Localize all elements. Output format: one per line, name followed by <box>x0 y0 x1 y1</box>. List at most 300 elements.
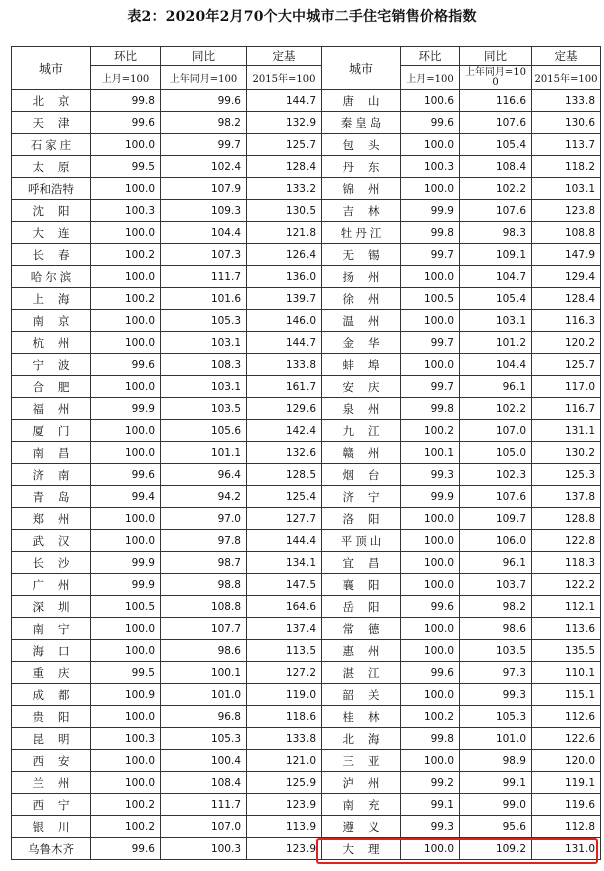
mom-value: 99.7 <box>401 376 460 398</box>
table-body <box>12 90 601 860</box>
table-row <box>12 288 601 310</box>
yoy-value: 106.0 <box>460 530 532 552</box>
city-cell: 福州 <box>12 398 91 420</box>
mom-value: 99.2 <box>401 772 460 794</box>
city-cell: 平顶山 <box>322 530 401 552</box>
city-cell: 昆明 <box>12 728 91 750</box>
yoy-value: 100.1 <box>161 662 247 684</box>
city-cell: 泸州 <box>322 772 401 794</box>
mom-value: 99.1 <box>401 794 460 816</box>
yoy-value: 100.3 <box>161 838 247 860</box>
base-value: 131.0 <box>532 838 601 860</box>
yoy-header-right: 同比 <box>460 47 532 66</box>
base-value: 130.5 <box>247 200 322 222</box>
mom-value: 100.6 <box>401 90 460 112</box>
mom-value: 100.0 <box>401 750 460 772</box>
mom-value: 100.0 <box>91 332 161 354</box>
base-header-right: 定基 <box>532 47 601 66</box>
yoy-value: 105.3 <box>161 728 247 750</box>
base-value: 122.6 <box>532 728 601 750</box>
base-value: 147.9 <box>532 244 601 266</box>
city-cell: 唐山 <box>322 90 401 112</box>
city-cell: 南昌 <box>12 442 91 464</box>
price-index-table <box>11 46 601 860</box>
mom-value: 100.2 <box>401 420 460 442</box>
yoy-value: 97.3 <box>460 662 532 684</box>
city-cell: 济南 <box>12 464 91 486</box>
table-row <box>12 508 601 530</box>
yoy-value: 109.7 <box>460 508 532 530</box>
mom-value: 100.0 <box>401 178 460 200</box>
yoy-value: 102.4 <box>161 156 247 178</box>
table-row <box>12 794 601 816</box>
mom-value: 99.5 <box>91 156 161 178</box>
base-value: 113.6 <box>532 618 601 640</box>
yoy-sub-left: 上年同月=100 <box>161 66 247 90</box>
table-row <box>12 156 601 178</box>
base-value: 118.6 <box>247 706 322 728</box>
yoy-value: 98.2 <box>460 596 532 618</box>
yoy-value: 96.8 <box>161 706 247 728</box>
base-value: 142.4 <box>247 420 322 442</box>
yoy-value: 108.3 <box>161 354 247 376</box>
base-value: 119.1 <box>532 772 601 794</box>
city-cell: 南宁 <box>12 618 91 640</box>
mom-value: 100.0 <box>401 266 460 288</box>
yoy-value: 107.9 <box>161 178 247 200</box>
city-cell: 合肥 <box>12 376 91 398</box>
yoy-value: 103.5 <box>161 398 247 420</box>
mom-value: 99.3 <box>401 816 460 838</box>
base-value: 133.8 <box>247 728 322 750</box>
yoy-value: 104.7 <box>460 266 532 288</box>
table-row <box>12 134 601 156</box>
table-row <box>12 112 601 134</box>
mom-value: 99.4 <box>91 486 161 508</box>
base-value: 144.7 <box>247 90 322 112</box>
city-cell: 呼和浩特 <box>12 178 91 200</box>
table-row <box>12 376 601 398</box>
city-cell: 武汉 <box>12 530 91 552</box>
base-value: 123.9 <box>247 838 322 860</box>
city-cell: 兰州 <box>12 772 91 794</box>
mom-value: 99.6 <box>401 112 460 134</box>
header-row-sub <box>12 66 601 90</box>
table-row <box>12 640 601 662</box>
yoy-value: 98.6 <box>161 640 247 662</box>
table-row <box>12 662 601 684</box>
base-value: 118.2 <box>532 156 601 178</box>
city-header-left: 城市 <box>12 47 91 90</box>
base-value: 125.7 <box>532 354 601 376</box>
base-value: 120.2 <box>532 332 601 354</box>
mom-value: 99.9 <box>91 398 161 420</box>
yoy-value: 95.6 <box>460 816 532 838</box>
base-value: 113.7 <box>532 134 601 156</box>
city-cell: 宁波 <box>12 354 91 376</box>
yoy-value: 98.3 <box>460 222 532 244</box>
mom-sub-left: 上月=100 <box>91 66 161 90</box>
yoy-value: 107.6 <box>460 486 532 508</box>
base-value: 136.0 <box>247 266 322 288</box>
table-title: 表2：2020年2月70个大中城市二手住宅销售价格指数 <box>127 9 477 25</box>
base-value: 127.2 <box>247 662 322 684</box>
yoy-value: 101.0 <box>460 728 532 750</box>
yoy-value: 98.9 <box>460 750 532 772</box>
yoy-value: 99.3 <box>460 684 532 706</box>
yoy-value: 99.1 <box>460 772 532 794</box>
city-cell: 西宁 <box>12 794 91 816</box>
table-row <box>12 464 601 486</box>
city-cell: 韶关 <box>322 684 401 706</box>
yoy-value: 96.1 <box>460 376 532 398</box>
base-value: 133.8 <box>247 354 322 376</box>
yoy-sub-right: 上年同月=10 0 <box>460 66 532 90</box>
base-value: 113.5 <box>247 640 322 662</box>
base-value: 123.9 <box>247 794 322 816</box>
base-value: 119.6 <box>532 794 601 816</box>
table-row <box>12 530 601 552</box>
city-cell: 哈尔滨 <box>12 266 91 288</box>
city-cell: 杭州 <box>12 332 91 354</box>
city-cell: 烟台 <box>322 464 401 486</box>
mom-value: 100.2 <box>91 816 161 838</box>
mom-value: 99.6 <box>91 464 161 486</box>
mom-value: 99.9 <box>401 486 460 508</box>
mom-value: 100.0 <box>91 772 161 794</box>
base-value: 130.6 <box>532 112 601 134</box>
yoy-value: 97.8 <box>161 530 247 552</box>
yoy-value: 111.7 <box>161 794 247 816</box>
city-cell: 蚌埠 <box>322 354 401 376</box>
yoy-value: 99.7 <box>161 134 247 156</box>
base-value: 125.9 <box>247 772 322 794</box>
city-cell: 徐州 <box>322 288 401 310</box>
yoy-value: 105.3 <box>161 310 247 332</box>
mom-value: 99.5 <box>91 662 161 684</box>
yoy-value: 103.1 <box>460 310 532 332</box>
city-cell: 北京 <box>12 90 91 112</box>
mom-value: 100.3 <box>91 728 161 750</box>
base-value: 144.4 <box>247 530 322 552</box>
base-value: 133.2 <box>247 178 322 200</box>
yoy-value: 99.0 <box>460 794 532 816</box>
mom-value: 100.0 <box>91 310 161 332</box>
city-cell: 郑州 <box>12 508 91 530</box>
yoy-value: 96.4 <box>161 464 247 486</box>
city-header-right: 城市 <box>322 47 401 90</box>
table-row <box>12 332 601 354</box>
city-cell: 乌鲁木齐 <box>12 838 91 860</box>
table-row <box>12 266 601 288</box>
yoy-value: 103.7 <box>460 574 532 596</box>
yoy-header-left: 同比 <box>161 47 247 66</box>
base-value: 131.1 <box>532 420 601 442</box>
mom-value: 100.0 <box>401 530 460 552</box>
yoy-value: 94.2 <box>161 486 247 508</box>
base-value: 128.4 <box>532 288 601 310</box>
base-value: 122.2 <box>532 574 601 596</box>
mom-value: 100.0 <box>401 134 460 156</box>
mom-value: 99.6 <box>91 838 161 860</box>
base-value: 128.4 <box>247 156 322 178</box>
mom-value: 100.0 <box>401 574 460 596</box>
mom-value: 100.0 <box>91 750 161 772</box>
table-row <box>12 486 601 508</box>
table-row <box>12 838 601 860</box>
yoy-value: 107.0 <box>460 420 532 442</box>
mom-sub-right: 上月=100 <box>401 66 460 90</box>
city-cell: 南京 <box>12 310 91 332</box>
mom-value: 100.0 <box>401 354 460 376</box>
city-cell: 赣州 <box>322 442 401 464</box>
mom-value: 100.2 <box>91 244 161 266</box>
base-value: 125.4 <box>247 486 322 508</box>
mom-value: 100.0 <box>91 222 161 244</box>
city-cell: 湛江 <box>322 662 401 684</box>
mom-value: 100.0 <box>91 420 161 442</box>
table-row <box>12 816 601 838</box>
city-cell: 长春 <box>12 244 91 266</box>
mom-header-right: 环比 <box>401 47 460 66</box>
base-value: 122.8 <box>532 530 601 552</box>
city-cell: 九江 <box>322 420 401 442</box>
yoy-value: 98.8 <box>161 574 247 596</box>
mom-value: 100.0 <box>91 508 161 530</box>
city-cell: 无锡 <box>322 244 401 266</box>
table-row <box>12 244 601 266</box>
yoy-value: 103.1 <box>161 332 247 354</box>
base-value: 127.7 <box>247 508 322 530</box>
yoy-value: 108.4 <box>460 156 532 178</box>
yoy-value: 105.4 <box>460 288 532 310</box>
table-row <box>12 310 601 332</box>
city-cell: 秦皇岛 <box>322 112 401 134</box>
base-value: 103.1 <box>532 178 601 200</box>
city-cell: 宜昌 <box>322 552 401 574</box>
mom-value: 100.0 <box>91 530 161 552</box>
yoy-value: 102.2 <box>460 398 532 420</box>
city-cell: 西安 <box>12 750 91 772</box>
base-value: 118.3 <box>532 552 601 574</box>
yoy-value: 100.4 <box>161 750 247 772</box>
mom-value: 99.8 <box>91 90 161 112</box>
base-value: 132.6 <box>247 442 322 464</box>
base-value: 146.0 <box>247 310 322 332</box>
table-row <box>12 684 601 706</box>
yoy-value: 105.4 <box>460 134 532 156</box>
city-cell: 岳阳 <box>322 596 401 618</box>
city-cell: 上海 <box>12 288 91 310</box>
base-value: 116.7 <box>532 398 601 420</box>
base-value: 164.6 <box>247 596 322 618</box>
mom-value: 100.0 <box>91 618 161 640</box>
base-value: 135.5 <box>532 640 601 662</box>
yoy-value: 101.1 <box>161 442 247 464</box>
mom-value: 100.5 <box>91 596 161 618</box>
base-value: 112.1 <box>532 596 601 618</box>
city-cell: 温州 <box>322 310 401 332</box>
mom-value: 100.0 <box>91 376 161 398</box>
base-value: 120.0 <box>532 750 601 772</box>
yoy-value: 102.3 <box>460 464 532 486</box>
yoy-value: 96.1 <box>460 552 532 574</box>
yoy-value: 104.4 <box>161 222 247 244</box>
yoy-value: 101.0 <box>161 684 247 706</box>
mom-value: 100.0 <box>401 508 460 530</box>
table-row <box>12 574 601 596</box>
mom-value: 99.9 <box>91 574 161 596</box>
city-cell: 丹东 <box>322 156 401 178</box>
base-value: 108.8 <box>532 222 601 244</box>
table-row <box>12 750 601 772</box>
mom-value: 100.2 <box>401 706 460 728</box>
base-value: 119.0 <box>247 684 322 706</box>
city-cell: 常德 <box>322 618 401 640</box>
base-value: 121.8 <box>247 222 322 244</box>
yoy-value: 98.6 <box>460 618 532 640</box>
yoy-value: 116.6 <box>460 90 532 112</box>
city-cell: 大连 <box>12 222 91 244</box>
base-value: 161.7 <box>247 376 322 398</box>
yoy-value: 98.7 <box>161 552 247 574</box>
city-cell: 贵阳 <box>12 706 91 728</box>
yoy-value: 108.4 <box>161 772 247 794</box>
mom-value: 99.8 <box>401 398 460 420</box>
yoy-value: 105.3 <box>460 706 532 728</box>
base-value: 126.4 <box>247 244 322 266</box>
table-row <box>12 200 601 222</box>
base-value: 139.7 <box>247 288 322 310</box>
mom-value: 100.0 <box>91 266 161 288</box>
base-value: 129.4 <box>532 266 601 288</box>
table-row <box>12 178 601 200</box>
yoy-value: 99.6 <box>161 90 247 112</box>
yoy-value: 107.0 <box>161 816 247 838</box>
mom-value: 100.9 <box>91 684 161 706</box>
base-header-left: 定基 <box>247 47 322 66</box>
mom-value: 100.0 <box>91 442 161 464</box>
mom-value: 100.2 <box>91 794 161 816</box>
mom-value: 100.0 <box>91 640 161 662</box>
mom-value: 100.0 <box>401 618 460 640</box>
yoy-value: 101.6 <box>161 288 247 310</box>
city-cell: 济宁 <box>322 486 401 508</box>
yoy-value: 102.2 <box>460 178 532 200</box>
table-row <box>12 354 601 376</box>
base-value: 116.3 <box>532 310 601 332</box>
city-cell: 大理 <box>322 838 401 860</box>
mom-value: 99.6 <box>401 662 460 684</box>
city-cell: 泉州 <box>322 398 401 420</box>
yoy-value: 97.0 <box>161 508 247 530</box>
base-value: 112.6 <box>532 706 601 728</box>
yoy-value: 103.1 <box>161 376 247 398</box>
base-value: 134.1 <box>247 552 322 574</box>
table-row <box>12 222 601 244</box>
mom-value: 100.0 <box>401 838 460 860</box>
yoy-value: 107.7 <box>161 618 247 640</box>
base-value: 133.8 <box>532 90 601 112</box>
city-cell: 襄阳 <box>322 574 401 596</box>
mom-header-left: 环比 <box>91 47 161 66</box>
mom-value: 99.8 <box>401 728 460 750</box>
yoy-value: 109.3 <box>161 200 247 222</box>
base-value: 125.3 <box>532 464 601 486</box>
mom-value: 100.1 <box>401 442 460 464</box>
city-cell: 三亚 <box>322 750 401 772</box>
base-value: 132.9 <box>247 112 322 134</box>
table-row <box>12 618 601 640</box>
mom-value: 100.3 <box>91 200 161 222</box>
base-value: 147.5 <box>247 574 322 596</box>
mom-value: 99.8 <box>401 222 460 244</box>
city-cell: 海口 <box>12 640 91 662</box>
yoy-value: 98.2 <box>161 112 247 134</box>
yoy-value: 109.1 <box>460 244 532 266</box>
table-row <box>12 596 601 618</box>
yoy-value: 104.4 <box>460 354 532 376</box>
base-value: 130.2 <box>532 442 601 464</box>
city-cell: 吉林 <box>322 200 401 222</box>
yoy-value: 108.8 <box>161 596 247 618</box>
city-cell: 厦门 <box>12 420 91 442</box>
header-row-top <box>12 47 601 66</box>
base-value: 129.6 <box>247 398 322 420</box>
yoy-value: 105.6 <box>161 420 247 442</box>
yoy-value: 107.6 <box>460 112 532 134</box>
mom-value: 100.0 <box>401 552 460 574</box>
mom-value: 99.9 <box>91 552 161 574</box>
city-cell: 成都 <box>12 684 91 706</box>
base-value: 128.8 <box>532 508 601 530</box>
city-cell: 长沙 <box>12 552 91 574</box>
city-cell: 深圳 <box>12 596 91 618</box>
city-cell: 牡丹江 <box>322 222 401 244</box>
mom-value: 99.7 <box>401 332 460 354</box>
base-value: 137.8 <box>532 486 601 508</box>
city-cell: 桂林 <box>322 706 401 728</box>
city-cell: 遵义 <box>322 816 401 838</box>
city-cell: 石家庄 <box>12 134 91 156</box>
table-row <box>12 772 601 794</box>
base-sub-right: 2015年=100 <box>532 66 601 90</box>
mom-value: 99.9 <box>401 200 460 222</box>
base-sub-left: 2015年=100 <box>247 66 322 90</box>
mom-value: 99.6 <box>91 354 161 376</box>
yoy-value: 105.0 <box>460 442 532 464</box>
base-value: 121.0 <box>247 750 322 772</box>
city-cell: 锦州 <box>322 178 401 200</box>
yoy-value: 109.2 <box>460 838 532 860</box>
mom-value: 100.0 <box>91 134 161 156</box>
table-row <box>12 706 601 728</box>
yoy-value: 103.5 <box>460 640 532 662</box>
mom-value: 99.7 <box>401 244 460 266</box>
base-value: 113.9 <box>247 816 322 838</box>
base-value: 117.0 <box>532 376 601 398</box>
mom-value: 100.2 <box>91 288 161 310</box>
mom-value: 99.6 <box>91 112 161 134</box>
mom-value: 100.3 <box>401 156 460 178</box>
city-cell: 南充 <box>322 794 401 816</box>
base-value: 128.5 <box>247 464 322 486</box>
yoy-value: 101.2 <box>460 332 532 354</box>
base-value: 115.1 <box>532 684 601 706</box>
base-value: 112.8 <box>532 816 601 838</box>
mom-value: 100.5 <box>401 288 460 310</box>
mom-value: 99.6 <box>401 596 460 618</box>
